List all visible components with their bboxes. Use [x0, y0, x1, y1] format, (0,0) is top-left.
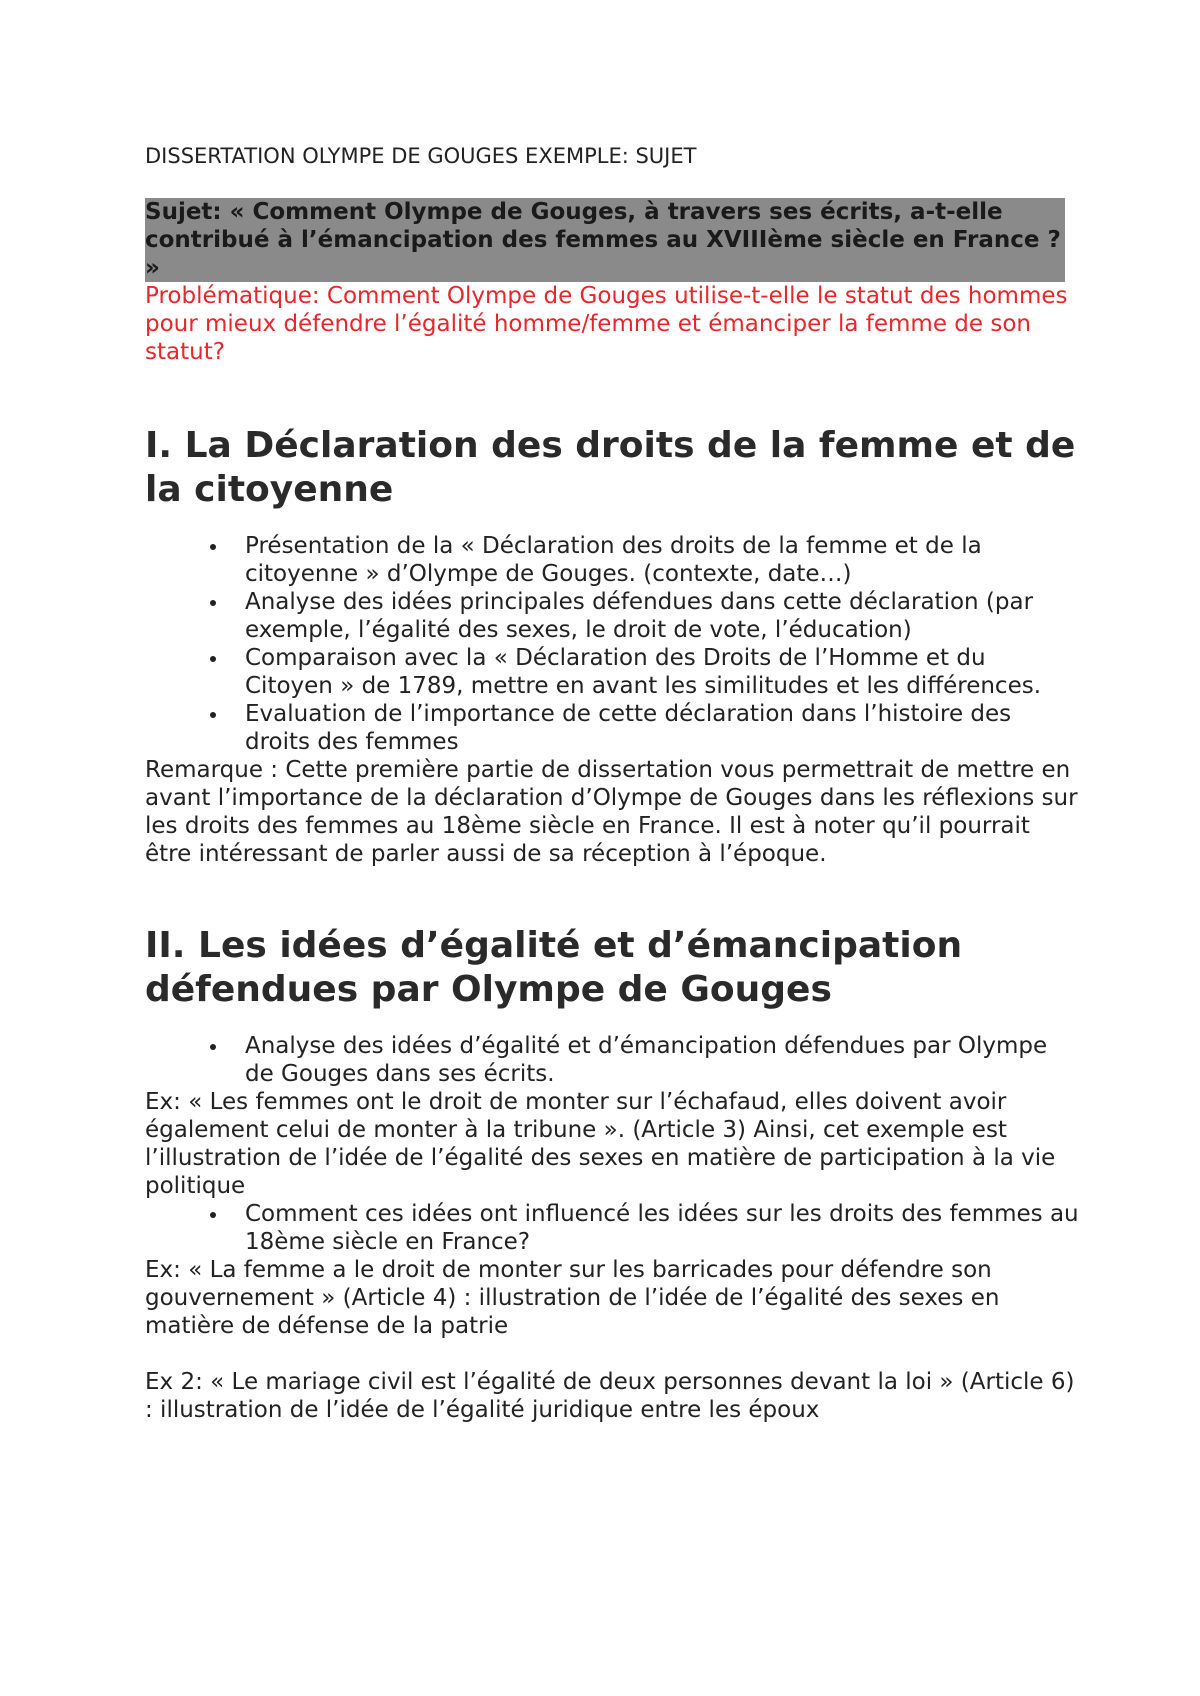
document-title: DISSERTATION OLYMPE DE GOUGES EXEMPLE: SUJET — [145, 144, 697, 168]
list-item-text: Présentation de la « Déclaration des droits de la femme et de la citoyenne » d’Olympe de Gouges. (contexte, date…) — [245, 533, 982, 587]
bullet-dot-icon — [210, 656, 216, 662]
list-item-text: Analyse des idées principales défendues dans cette déclaration (par exemple, l’égalité des sexes, le droit de vote, l’éducation) — [245, 589, 1034, 643]
list-item — [245, 532, 1080, 588]
remark-paragraph: Remarque : Cette première partie de dissertation vous permettrait de mettre en avant l’importance de la déclaration d’Olympe de Gouges dans les réflexions sur les droits des femmes au 18ème siècle en France. Il est à noter qu’il pourrait être intéressant de parler aussi de sa réception à l’époque. — [145, 757, 1078, 867]
problematic-text: Problématique: Comment Olympe de Gouges utilise-t-elle le statut des hommes pour mieux défendre l’égalité homme/femme et émanciper la femme de son statut? — [145, 283, 1068, 365]
example-paragraph-1: Ex: « Les femmes ont le droit de monter sur l’échafaud, elles doivent avoir également celui de monter à la tribune ». (Article 3) Ainsi, cet exemple est l’illustration de l’idée de l’égalité des sexes en matière de participation à la vie politique — [145, 1089, 1056, 1199]
section1-bullet-list — [145, 532, 1080, 756]
section-heading-1: I. La Déclaration des droits de la femme et de la citoyenne — [145, 425, 1076, 510]
example-paragraph-2: Ex: « La femme a le droit de monter sur les barricades pour défendre son gouvernement » (Article 4) : illustration de l’idée de l’égalité des sexes en matière de défense de la patrie — [145, 1257, 1000, 1339]
document-page — [145, 142, 1080, 1424]
bullet-dot-icon — [210, 544, 216, 550]
example-paragraph-3: Ex 2: « Le mariage civil est l’égalité de deux personnes devant la loi » (Article 6) : illustration de l’idée de l’égalité juridique entre les époux — [145, 1369, 1075, 1423]
section2-bullet-list-2 — [145, 1200, 1080, 1256]
spacer — [145, 868, 1080, 924]
bullet-dot-icon — [210, 712, 216, 718]
list-item — [245, 644, 1080, 700]
list-item — [245, 700, 1080, 756]
list-item-text: Evaluation de l’importance de cette déclaration dans l’histoire des droits des femmes — [245, 701, 1012, 755]
section2-bullet-list-1 — [145, 1032, 1080, 1088]
bullet-dot-icon — [210, 1044, 216, 1050]
bullet-dot-icon — [210, 600, 216, 606]
list-item — [245, 588, 1080, 644]
list-item-text: Comparaison avec la « Déclaration des Droits de l’Homme et du Citoyen » de 1789, mettre en avant les similitudes et les différences. — [245, 645, 1042, 699]
list-item-text: Analyse des idées d’égalité et d’émancipation défendues par Olympe de Gouges dans ses écrits. — [245, 1033, 1048, 1087]
subject-highlight: Sujet: « Comment Olympe de Gouges, à travers ses écrits, a-t-elle contribué à l’émancipation des femmes au XVIIIème siècle en France ? » — [145, 198, 1065, 282]
list-item-text: Comment ces idées ont influencé les idées sur les droits des femmes au 18ème siècle en France? — [245, 1201, 1079, 1255]
section-heading-2: II. Les idées d’égalité et d’émancipation défendues par Olympe de Gouges — [145, 925, 963, 1010]
list-item — [245, 1200, 1080, 1256]
bullet-dot-icon — [210, 1212, 216, 1218]
spacer — [145, 1340, 1080, 1368]
list-item — [245, 1032, 1080, 1088]
